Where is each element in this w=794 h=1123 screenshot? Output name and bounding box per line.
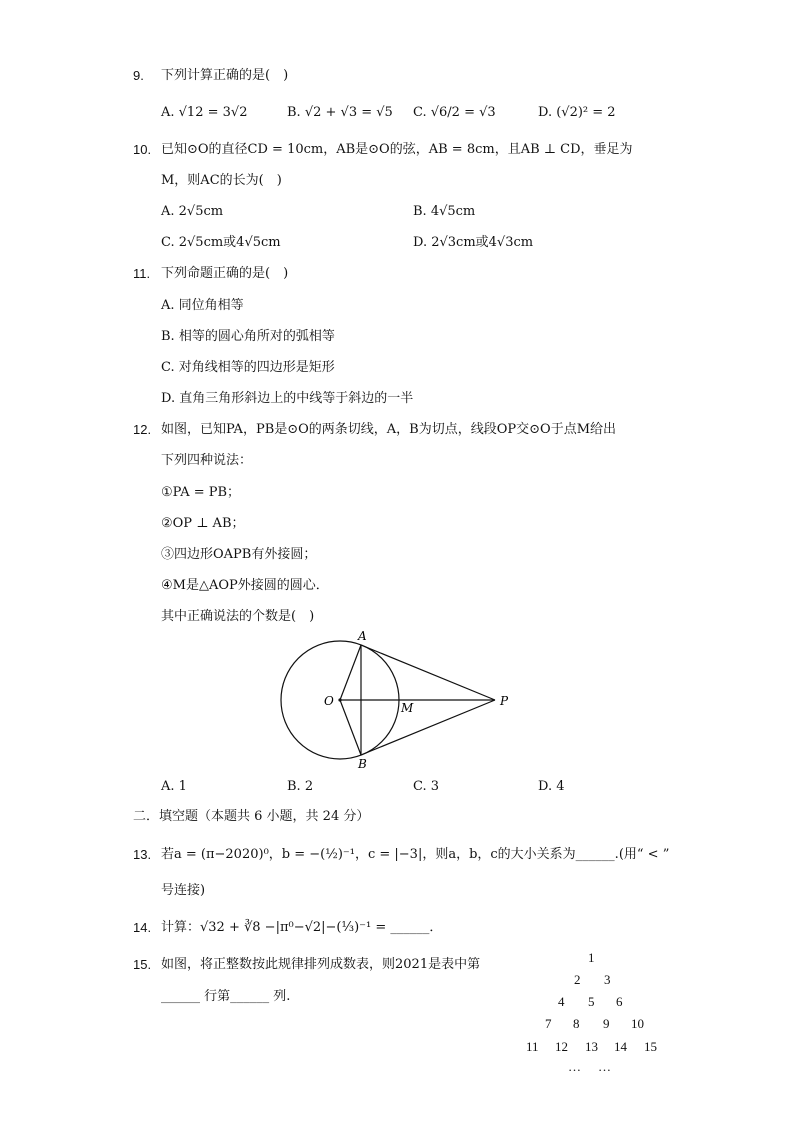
- q12-stem-line1: 如图，已知PA，PB是⊙O的两条切线，A，B为切点，线段OP交⊙O于点M给出: [161, 422, 617, 437]
- triangle-cell: 2: [574, 972, 581, 987]
- triangle-cell: 4: [558, 994, 565, 1009]
- q12-ask: 其中正确说法的个数是( ): [161, 609, 315, 624]
- q15-stem-line1: 如图，将正整数按此规律排列成数表，则2021是表中第: [161, 957, 481, 972]
- triangle-cell: 10: [631, 1016, 644, 1031]
- triangle-cell: 6: [616, 994, 623, 1009]
- triangle-cell: 12: [555, 1039, 568, 1054]
- q10-option-c: C. 2√5cm或4√5cm: [161, 235, 281, 250]
- triangle-cell: 3: [604, 972, 611, 987]
- q10-number: 10.: [133, 142, 152, 157]
- q9-option-a: A. √12 = 3√2: [161, 105, 248, 120]
- q9-number: 9.: [133, 68, 144, 83]
- q12-option-b: B. 2: [287, 779, 314, 794]
- label-a: A: [358, 629, 367, 643]
- q12-statement-1: ①PA = PB；: [161, 485, 241, 500]
- tangent-pb: [361, 700, 495, 755]
- center-dot: [338, 698, 341, 701]
- triangle-cell: 1: [588, 950, 595, 965]
- triangle-cell: 9: [603, 1016, 610, 1031]
- triangle-cell: 7: [545, 1016, 552, 1031]
- q12-stem-line2: 下列四种说法：: [161, 453, 253, 468]
- triangle-cell: 15: [644, 1039, 657, 1054]
- q15-stem-line2: ______ 行第______ 列.: [161, 989, 291, 1004]
- q14-stem: 计算：√32 + ∛8 −|π⁰−√2|−(⅓)⁻¹ = ______．: [161, 920, 443, 935]
- q12-statement-2: ②OP ⊥ AB；: [161, 516, 245, 531]
- q12-number: 12.: [133, 422, 152, 437]
- triangle-ellipsis: …: [568, 1059, 581, 1074]
- section-2-title: 二．填空题（本题共 6 小题，共 24 分）: [133, 809, 370, 824]
- triangle-cell: 5: [588, 994, 595, 1009]
- q11-option-c: C. 对角线相等的四边形是矩形: [161, 360, 335, 375]
- q11-option-d: D. 直角三角形斜边上的中线等于斜边的一半: [161, 391, 414, 406]
- tangent-pa: [361, 645, 495, 700]
- q11-option-b: B. 相等的圆心角所对的弧相等: [161, 329, 335, 344]
- label-o: O: [324, 694, 334, 708]
- radius-ob: [340, 700, 361, 755]
- triangle-cell: 8: [573, 1016, 580, 1031]
- q13-stem-line2: 号连接): [161, 883, 206, 898]
- radius-oa: [340, 645, 361, 700]
- q14-number: 14.: [133, 920, 152, 935]
- q15-number: 15.: [133, 957, 152, 972]
- q9-option-b: B. √2 + √3 = √5: [287, 105, 393, 120]
- q9-option-c: C. √6/2 = √3: [413, 105, 496, 120]
- q12-statement-4: ④M是△AOP外接圆的圆心．: [161, 578, 329, 593]
- q13-stem-line1: 若a = (π−2020)⁰，b = −(½)⁻¹，c = |−3|，则a，b，c的大小关系为______.(用“ < ”: [161, 847, 670, 862]
- q13-number: 13.: [133, 847, 152, 862]
- q11-number: 11.: [133, 266, 151, 281]
- q9-option-d: D. (√2)² = 2: [538, 105, 616, 120]
- label-b: B: [358, 757, 367, 771]
- q12-option-d: D. 4: [538, 779, 565, 794]
- label-m: M: [401, 701, 414, 715]
- q10-option-a: A. 2√5cm: [161, 204, 224, 219]
- q11-option-a: A. 同位角相等: [161, 298, 244, 313]
- q11-stem: 下列命题正确的是( ): [161, 266, 289, 281]
- q10-option-b: B. 4√5cm: [413, 204, 476, 219]
- q12-option-a: A. 1: [161, 779, 187, 794]
- q10-option-d: D. 2√3cm或4√3cm: [413, 235, 534, 250]
- triangle-cell: 11: [526, 1039, 539, 1054]
- triangle-cell: 13: [585, 1039, 598, 1054]
- q10-stem-line1: 已知⊙O的直径CD = 10cm，AB是⊙O的弦，AB = 8cm，且AB ⊥ CD，垂足为: [161, 142, 633, 157]
- triangle-ellipsis: …: [598, 1059, 611, 1074]
- triangle-cell: 14: [614, 1039, 627, 1054]
- q12-statement-3: ③四边形OAPB有外接圆；: [161, 547, 317, 562]
- q10-stem-line2: M，则AC的长为( ): [161, 173, 282, 188]
- tangent-circle-figure: [270, 628, 520, 773]
- label-p: P: [500, 694, 509, 708]
- q12-option-c: C. 3: [413, 779, 440, 794]
- q9-stem: 下列计算正确的是( ): [161, 68, 289, 83]
